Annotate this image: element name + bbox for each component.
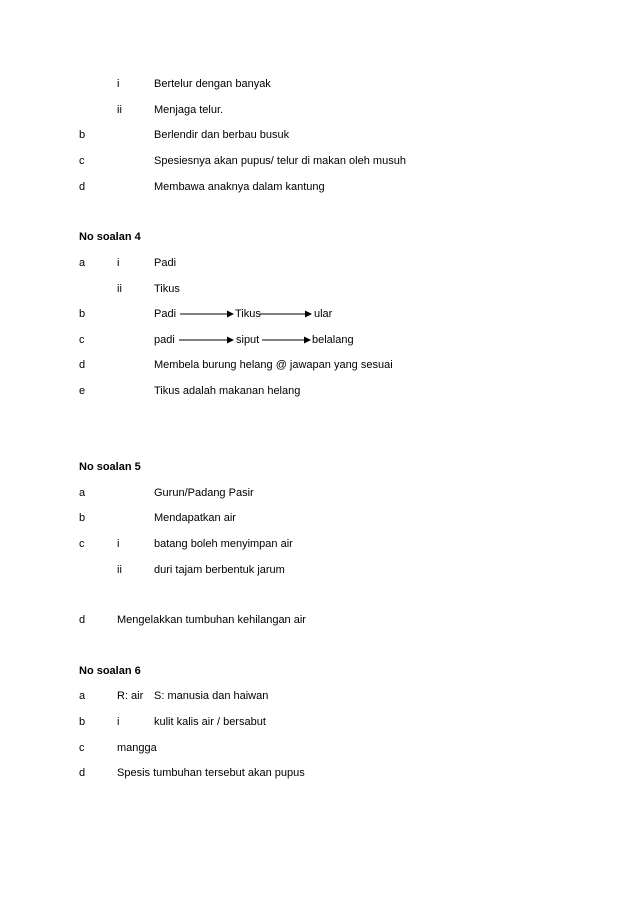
item-label: ii	[117, 564, 122, 576]
item-label: c	[79, 334, 85, 346]
answer-text: kulit kalis air / bersabut	[154, 716, 266, 728]
item-label: ii	[117, 104, 122, 116]
question-heading: No soalan 6	[79, 665, 141, 677]
item-label: d	[79, 767, 86, 779]
answer-text: mangga	[117, 742, 157, 754]
answer-text: Tikus	[154, 283, 180, 295]
item-label: d	[79, 359, 86, 371]
answer-text: Padi	[154, 257, 177, 269]
item-label: b	[79, 716, 86, 728]
answer-text: Berlendir dan berbau busuk	[154, 129, 290, 141]
food-chain-item: ular	[314, 308, 333, 320]
item-label: c	[79, 155, 85, 167]
item-label: i	[117, 257, 120, 269]
item-label: b	[79, 512, 86, 524]
answer-text: S: manusia dan haiwan	[154, 690, 269, 702]
item-label: d	[79, 181, 86, 193]
item-label: a	[79, 690, 86, 702]
answer-text: Membela burung helang @ jawapan yang sesuai	[154, 359, 393, 371]
answer-text: Tikus adalah makanan helang	[154, 385, 301, 397]
right-arrow-icon	[179, 335, 234, 345]
answer-text: Menjaga telur.	[154, 104, 224, 116]
item-label: d	[79, 614, 86, 626]
food-chain-item: Padi	[154, 308, 177, 320]
answer-text: batang boleh menyimpan air	[154, 538, 293, 550]
item-label: e	[79, 385, 86, 397]
item-label: i	[117, 716, 120, 728]
question-heading: No soalan 4	[79, 231, 141, 243]
answer-text: Bertelur dengan banyak	[154, 78, 271, 90]
item-label: b	[79, 129, 86, 141]
item-label: i	[117, 78, 120, 90]
answer-text: R: air	[117, 690, 144, 702]
question-heading: No soalan 5	[79, 461, 141, 473]
answer-text: Spesis tumbuhan tersebut akan pupus	[117, 767, 305, 779]
item-label: i	[117, 538, 120, 550]
right-arrow-icon	[180, 309, 234, 319]
item-label: a	[79, 257, 86, 269]
item-label: b	[79, 308, 86, 320]
answer-text: duri tajam berbentuk jarum	[154, 564, 285, 576]
food-chain-item: siput	[236, 334, 260, 346]
answer-text: Mendapatkan air	[154, 512, 236, 524]
item-label: a	[79, 487, 86, 499]
item-label: ii	[117, 283, 122, 295]
right-arrow-icon	[262, 335, 311, 345]
answer-text: Mengelakkan tumbuhan kehilangan air	[117, 614, 306, 626]
item-label: c	[79, 742, 85, 754]
food-chain-item: padi	[154, 334, 175, 346]
answer-text: Spesiesnya akan pupus/ telur di makan oleh musuh	[154, 155, 406, 167]
item-label: c	[79, 538, 85, 550]
food-chain-item: belalang	[312, 334, 354, 346]
answer-text: Membawa anaknya dalam kantung	[154, 181, 325, 193]
food-chain-item: Tikus	[235, 308, 261, 320]
right-arrow-icon	[260, 309, 312, 319]
answer-text: Gurun/Padang Pasir	[154, 487, 254, 499]
